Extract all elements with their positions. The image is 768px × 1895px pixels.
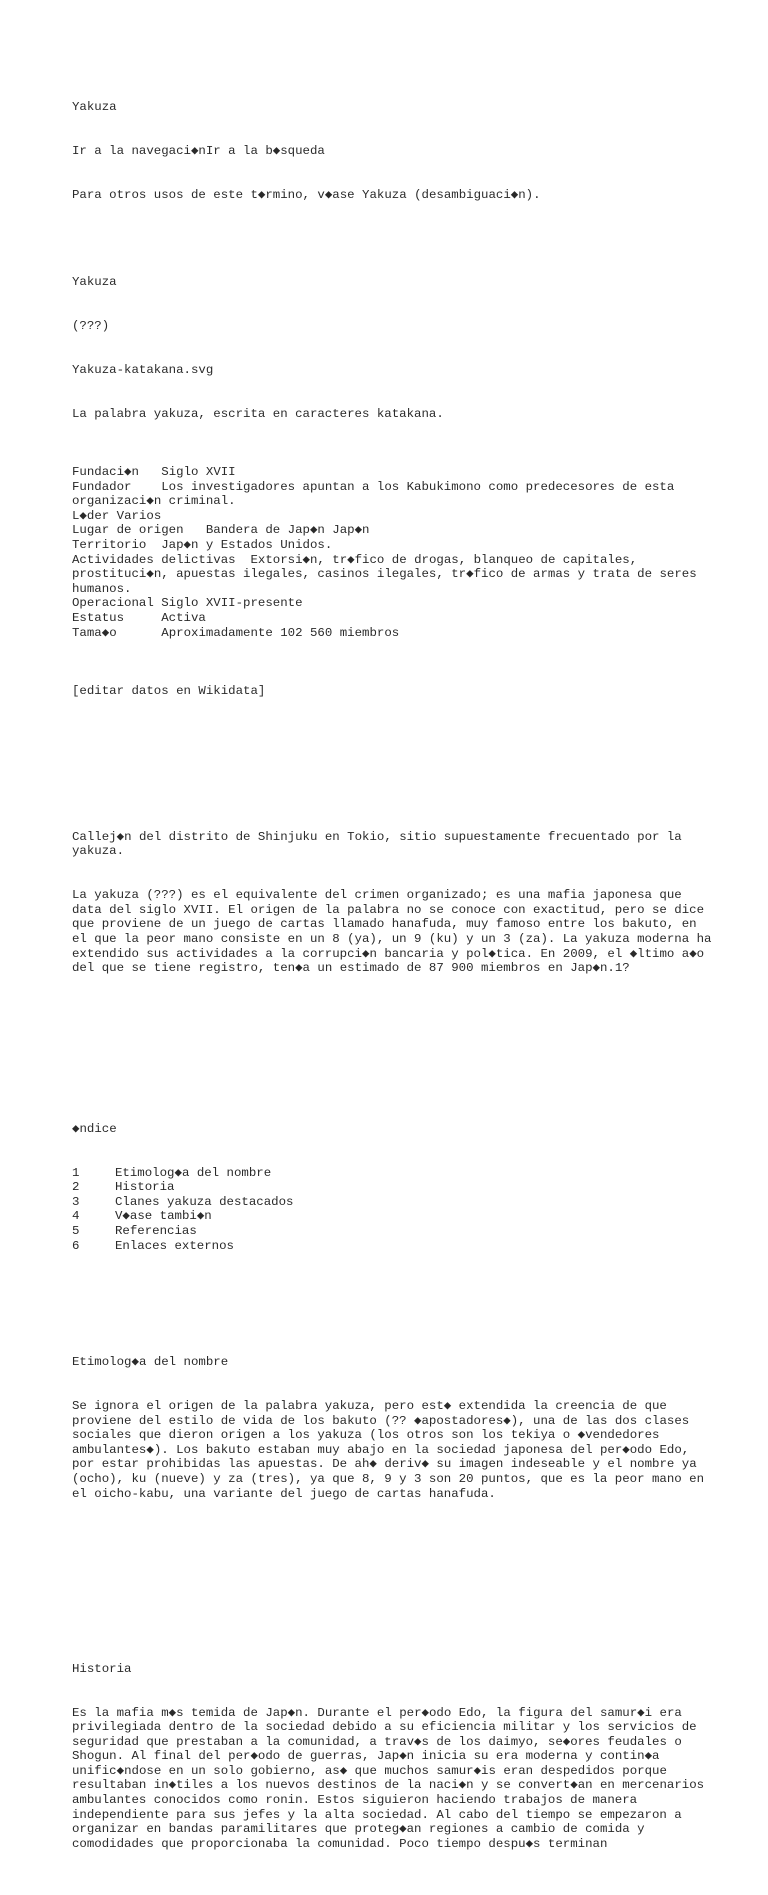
infobox-row (72, 465, 712, 480)
intro-image-caption: Callej◆n del distrito de Shinjuku en Tokio, sitio supuestamente frecuentado por la yakuza. (72, 829, 690, 859)
section-heading: Historia (72, 1661, 132, 1676)
infobox-row-key: Territorio (72, 538, 147, 552)
intro-paragraph: La yakuza (???) es el equivalente del crimen organizado; es una mafia japonesa que data del siglo XVII. El origen de la palabra no se conoce con exactitud, pero se dice que proviene de un juego de cartas llamado hanafuda, muy famoso entre los bakuto, en el que la peor mano consiste en un 8 (ya), un 9 (ku) y un 3 (za). La yakuza moderna ha extendido sus actividades a la corrupci◆n bancaria y pol◆tica. En 2009, el ◆ltimo a◆o del que se tiene registro, ten◆a un estimado de 87 900 miembros en Jap◆n.1? (72, 888, 719, 976)
infobox-row-value: Los investigadores apuntan a los Kabukimono como predecesores de esta organizaci◆n criminal. (72, 479, 682, 509)
disambiguation-note: Para otros usos de este t◆rmino, v◆ase Yakuza (desambiguaci◆n). (72, 187, 541, 202)
infobox-row (72, 509, 712, 524)
infobox-row-value: Varios (116, 508, 162, 523)
infobox-row-spacing (124, 611, 161, 625)
toc-item-label[interactable]: Etimolog◆a del nombre (115, 1165, 272, 1180)
infobox-row-key: Fundador (72, 479, 132, 494)
infobox-row (72, 480, 712, 509)
infobox-row-spacing (236, 553, 251, 567)
edit-wikidata-link[interactable]: [editar datos en Wikidata] (72, 683, 266, 698)
toc-item-number: 1 (72, 1165, 80, 1180)
infobox-rows (72, 465, 712, 640)
infobox (72, 246, 712, 728)
infobox-row-key: Actividades delictivas (72, 552, 236, 567)
toc-item-label[interactable]: V◆ase tambi◆n (115, 1209, 212, 1224)
infobox-row-value: Extorsi◆n, tr◆fico de drogas, blanqueo de capitales, prostituci◆n, apuestas ilegales, casinos ilegales, tr◆fico de armas y trata de seres humanos. (72, 552, 705, 596)
infobox-row-value: Aproximadamente 102 560 miembros (161, 625, 400, 640)
toc-item-number: 3 (72, 1194, 80, 1209)
page-title: Yakuza (72, 100, 117, 115)
infobox-row-value: Jap◆n y Estados Unidos. (161, 538, 333, 552)
toc-item-number: 6 (72, 1238, 80, 1253)
toc-item[interactable] (72, 1224, 712, 1239)
infobox-row (72, 523, 712, 538)
infobox-row (72, 538, 712, 553)
infobox-row (72, 596, 712, 611)
infobox-row-spacing (146, 538, 161, 552)
infobox-row-spacing (139, 465, 161, 479)
toc-item[interactable] (72, 1195, 712, 1210)
infobox-row-spacing (132, 480, 162, 494)
document-page (72, 71, 719, 1895)
infobox-row-spacing (117, 626, 162, 640)
infobox-row-value: Siglo XVII (161, 465, 236, 480)
infobox-row (72, 553, 712, 597)
navigation-links[interactable]: Ir a la navegaci◆nIr a la b◆squeda (72, 143, 325, 158)
infobox-row-key: Operacional (72, 596, 154, 611)
section-heading: Etimolog◆a del nombre (72, 1355, 229, 1370)
infobox-image-caption: La palabra yakuza, escrita en caracteres katakana. (72, 406, 444, 421)
infobox-row-key: Fundaci◆n (72, 465, 139, 480)
infobox-row-spacing (109, 509, 116, 523)
infobox-row-key: L◆der (72, 508, 110, 523)
toc-item[interactable] (72, 1166, 712, 1181)
infobox-row (72, 626, 712, 641)
toc-title: ◆ndice (72, 1121, 117, 1136)
toc-item-number: 4 (72, 1209, 80, 1224)
toc-item-number: 2 (72, 1180, 80, 1195)
infobox-row-value: Activa (161, 610, 206, 625)
toc-item-label[interactable]: Enlaces externos (115, 1238, 234, 1253)
section-etymology (72, 1326, 712, 1530)
infobox-row-key: Lugar de origen (72, 523, 184, 538)
infobox-row-spacing (184, 523, 206, 537)
toc-list (72, 1166, 712, 1254)
infobox-name: Yakuza (72, 275, 117, 290)
toc-item-number: 5 (72, 1223, 80, 1238)
infobox-row-key: Estatus (72, 610, 125, 625)
table-of-contents (72, 1093, 712, 1283)
toc-item-label[interactable]: Referencias (115, 1223, 197, 1238)
toc-item[interactable] (72, 1209, 712, 1224)
toc-item-label[interactable]: Historia (115, 1180, 175, 1195)
section-history (72, 1633, 712, 1881)
infobox-row-value: Bandera de Jap◆n Jap◆n (205, 523, 370, 538)
toc-item[interactable] (72, 1239, 712, 1254)
section-body: Es la mafia m◆s temida de Jap◆n. Durante el per◆odo Edo, la figura del samur◆i era privilegiada dentro de la sociedad debido a su eficiencia militar y los servicios de seguridad que prestaban a la comunidad, a trav◆s de los daimyo, se◆ores feudales o Shogun. Al final del per◆odo de guerras, Jap◆n inicia su era moderna y contin◆a unific◆ndose en un solo gobierno, as◆ que muchos samur◆is eran despedidos porque resultaban in◆tiles a los nuevos destinos de la naci◆n y se convert◆an en mercenarios ambulantes conocidos como ronin. Estos siguieron haciendo trabajos de manera independiente para sus jefes y la alta sociedad. Al cabo del tiempo se empezaron a organizar en bandas paramilitares que proteg◆an regiones a cambio de comida y comodidades que proporcionaba la comunidad. Poco tiempo despu◆s terminan (72, 1705, 712, 1851)
infobox-row-key: Tama◆o (72, 625, 117, 640)
infobox-image-file[interactable]: Yakuza-katakana.svg (72, 362, 214, 377)
toc-item-label[interactable]: Clanes yakuza destacados (115, 1194, 294, 1209)
infobox-row-value: Siglo XVII-presente (161, 596, 303, 611)
infobox-row (72, 611, 712, 626)
section-body: Se ignora el origen de la palabra yakuza, pero est◆ extendida la creencia de que proviene del estilo de vida de los bakuto (?? ◆apostadores◆), una de las dos clases sociales que dieron origen a los yakuza (los otros son los tekiya o ◆vendedores ambulantes◆). Los bakuto estaban muy abajo en la sociedad japonesa del per◆odo Edo, por estar prohibidas las apuestas. De ah◆ deriv◆ su imagen indeseable y el nombre ya (ocho), ku (nueve) y za (tres), ya que 8, 9 y 3 son 20 puntos, que es la peor mano en el oicho-kabu, una variante del juego de cartas hanafuda. (72, 1399, 712, 1501)
toc-item[interactable] (72, 1180, 712, 1195)
infobox-native-name: (???) (72, 319, 110, 334)
